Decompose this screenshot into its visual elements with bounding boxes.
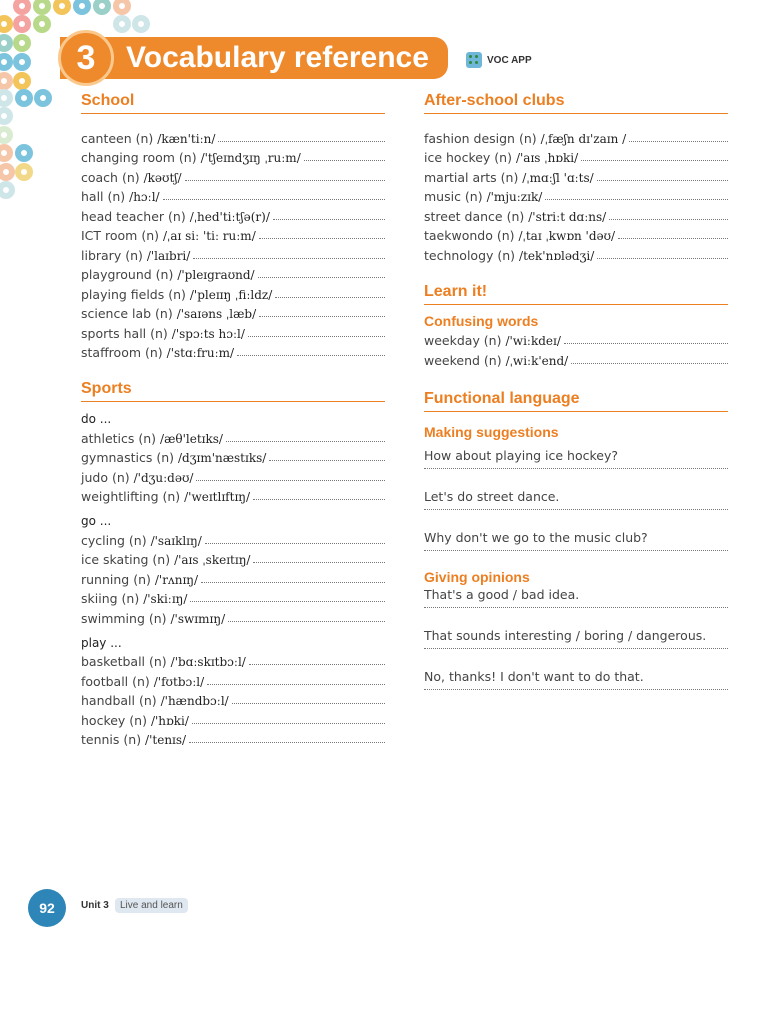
write-in-line[interactable] xyxy=(629,141,728,142)
write-in-line[interactable] xyxy=(424,648,728,649)
write-in-line[interactable] xyxy=(571,363,728,364)
vocab-entry xyxy=(424,353,568,368)
vocab-phonetic: /ˌwiːk'end/ xyxy=(505,353,569,368)
vocab-row xyxy=(81,302,385,322)
vocab-phonetic: /dʒɪm'næstɪks/ xyxy=(178,451,267,465)
write-in-line[interactable] xyxy=(253,499,385,500)
write-in-line[interactable] xyxy=(201,582,385,583)
vocab-phonetic: /'saɪəns ˌlæb/ xyxy=(176,307,257,321)
vocab-phonetic: /'saɪklɪŋ/ xyxy=(150,533,202,548)
vocab-entry xyxy=(81,611,225,626)
vocab-entry xyxy=(81,209,270,224)
vocab-word: head teacher (n) xyxy=(81,208,190,224)
unit-number: 3 xyxy=(76,38,96,77)
phrase-text: That's a good / bad idea. xyxy=(424,586,580,602)
vocab-entry xyxy=(424,150,578,165)
vocab-row xyxy=(81,650,385,670)
vocab-row xyxy=(81,165,385,185)
vocab-row xyxy=(81,224,385,244)
write-in-line[interactable] xyxy=(248,336,385,337)
vocab-word: weekday (n) xyxy=(424,333,506,348)
page-title: Vocabulary reference xyxy=(126,41,429,74)
write-in-line[interactable] xyxy=(237,355,385,356)
vocab-word: weightlifting (n) xyxy=(81,489,185,504)
vocab-phonetic: /ˌtaɪ ˌkwɒn 'dəʊ/ xyxy=(518,229,616,243)
write-in-line[interactable] xyxy=(424,468,728,469)
vocab-phonetic: /'fʊtbɔːl/ xyxy=(153,674,205,689)
vocab-entry xyxy=(424,228,615,243)
vocab-word: technology (n) xyxy=(424,247,520,263)
write-in-line[interactable] xyxy=(228,621,385,622)
vocab-row xyxy=(81,567,385,587)
vocab-word: football (n) xyxy=(81,673,154,689)
voc-app-label: VOC APP xyxy=(487,54,532,66)
vocab-row xyxy=(424,185,728,205)
write-in-line[interactable] xyxy=(618,238,728,239)
opinions-list xyxy=(424,585,728,690)
vocab-phonetic: /'pleɪɪŋ ˌfiːldz/ xyxy=(189,287,273,302)
phrase-text: No, thanks! I don't want to do that. xyxy=(424,668,644,684)
subtitle-giving-opinions: Giving opinions xyxy=(424,568,530,585)
vocab-row xyxy=(424,243,728,263)
vocab-entry xyxy=(81,248,190,263)
vocab-row xyxy=(81,185,385,205)
write-in-line[interactable] xyxy=(424,607,728,608)
vocab-entry xyxy=(81,150,301,165)
vocab-word: library (n) xyxy=(81,247,147,263)
write-in-line[interactable] xyxy=(597,258,728,259)
vocab-word: hockey (n) xyxy=(81,712,151,728)
vocab-word: ice skating (n) xyxy=(81,552,175,567)
write-in-line[interactable] xyxy=(424,509,728,510)
write-in-line[interactable] xyxy=(545,199,728,200)
phrase-text: Why don't we go to the music club? xyxy=(424,529,648,545)
vocab-entry xyxy=(81,552,250,567)
vocab-phonetic: /æθ'letɪks/ xyxy=(160,431,223,446)
vocab-word: running (n) xyxy=(81,571,155,587)
vocab-entry xyxy=(81,713,189,728)
vocab-row xyxy=(81,708,385,728)
clubs-word-list xyxy=(424,126,728,263)
vocab-phonetic: /'tenɪs/ xyxy=(145,733,187,747)
vocab-row xyxy=(81,126,385,146)
vocab-entry xyxy=(424,248,594,263)
write-in-line[interactable] xyxy=(258,277,385,278)
vocab-word: canteen (n) xyxy=(81,130,158,146)
vocab-word: fashion design (n) xyxy=(424,130,541,146)
write-in-line[interactable] xyxy=(259,238,385,239)
vocab-row xyxy=(81,321,385,341)
vocab-phonetic: /'rʌnɪŋ/ xyxy=(154,572,199,587)
vocab-entry xyxy=(81,131,215,146)
vocab-word: music (n) xyxy=(424,189,487,204)
write-in-line[interactable] xyxy=(232,703,385,704)
vocab-word: changing room (n) xyxy=(81,150,201,165)
vocab-row xyxy=(81,204,385,224)
phrase-text: That sounds interesting / boring / dangerous. xyxy=(424,627,707,643)
vocab-word: hall (n) xyxy=(81,189,130,204)
vocab-phonetic: /'weɪtlɪftɪŋ/ xyxy=(184,490,251,504)
vocab-row xyxy=(81,465,385,485)
write-in-line[interactable] xyxy=(259,316,385,317)
vocab-entry xyxy=(424,333,561,348)
vocab-entry xyxy=(81,654,246,669)
write-in-line[interactable] xyxy=(192,723,385,724)
vocab-entry xyxy=(81,228,256,243)
write-in-line[interactable] xyxy=(189,742,385,743)
write-in-line[interactable] xyxy=(205,543,385,544)
vocab-row xyxy=(81,243,385,263)
vocab-row xyxy=(81,485,385,505)
vocab-row xyxy=(81,341,385,361)
write-in-line[interactable] xyxy=(249,664,385,665)
vocab-row xyxy=(424,165,728,185)
vocab-phonetic: /'wiːkdeɪ/ xyxy=(505,334,561,348)
vocab-entry xyxy=(81,170,182,185)
vocab-word: ice hockey (n) xyxy=(424,150,516,165)
vocab-row xyxy=(81,728,385,748)
write-in-line[interactable] xyxy=(273,219,385,220)
vocab-row xyxy=(81,548,385,568)
vocab-word: basketball (n) xyxy=(81,654,171,669)
write-in-line[interactable] xyxy=(609,219,728,220)
vocab-phonetic: /ˌaɪ siː 'tiː ruːm/ xyxy=(162,229,256,243)
vocab-phonetic: /ˌmɑːʃl 'ɑːts/ xyxy=(522,170,594,185)
vocab-entry xyxy=(81,450,266,465)
school-word-list xyxy=(81,126,385,360)
vocab-entry xyxy=(424,209,606,224)
write-in-line[interactable] xyxy=(564,343,728,344)
vocab-row xyxy=(81,146,385,166)
phrase-text: How about playing ice hockey? xyxy=(424,447,619,463)
write-in-line[interactable] xyxy=(163,199,385,200)
vocab-entry xyxy=(81,470,193,485)
section-title-school: School xyxy=(81,92,385,114)
vocab-phonetic: /'tʃeɪndʒɪŋ ˌruːm/ xyxy=(200,151,301,165)
write-in-line[interactable] xyxy=(207,684,385,685)
page-number: 92 xyxy=(28,889,66,927)
vocab-entry xyxy=(81,345,234,360)
write-in-line[interactable] xyxy=(190,601,385,602)
vocab-entry xyxy=(424,189,542,204)
left-column xyxy=(81,92,385,747)
vocab-entry xyxy=(81,267,255,282)
vocab-entry xyxy=(81,732,186,747)
vocab-row xyxy=(424,329,728,349)
vocab-row xyxy=(81,606,385,626)
vocab-word: coach (n) xyxy=(81,169,144,185)
vocab-word: tennis (n) xyxy=(81,732,146,747)
write-in-line[interactable] xyxy=(218,141,385,142)
vocab-word: judo (n) xyxy=(81,469,134,485)
vocab-phonetic: /'dʒuːdəʊ/ xyxy=(133,470,194,485)
vocab-phonetic: /'aɪs ˌhɒki/ xyxy=(515,151,579,165)
vocab-phonetic: /'hændbɔːl/ xyxy=(160,694,229,708)
sports-word-list xyxy=(81,412,385,747)
vocab-phonetic: /'pleɪgraʊnd/ xyxy=(177,268,255,282)
write-in-line[interactable] xyxy=(275,297,385,298)
vocab-phonetic: /tek'nɒlədʒi/ xyxy=(519,248,595,263)
vocab-phonetic: /'mjuːzɪk/ xyxy=(486,190,543,204)
vocab-phonetic: /'stɑːfruːm/ xyxy=(166,346,235,360)
confusing-words-list xyxy=(424,329,728,368)
write-in-line[interactable] xyxy=(269,460,385,461)
section-title-learn-it: Learn it! xyxy=(424,283,728,305)
write-in-line[interactable] xyxy=(424,550,728,551)
vocab-phonetic: /'aɪs ˌskeɪtɪŋ/ xyxy=(174,553,251,567)
vocab-phonetic: /'swɪmɪŋ/ xyxy=(170,611,226,626)
vocab-entry xyxy=(424,131,626,146)
vocab-entry xyxy=(81,431,223,446)
vocab-word: street dance (n) xyxy=(424,208,529,224)
vocab-word: athletics (n) xyxy=(81,430,161,446)
subtitle-confusing-words: Confusing words xyxy=(424,312,539,329)
vocab-row xyxy=(81,669,385,689)
vocab-phonetic: /'hɒki/ xyxy=(150,713,189,728)
write-in-line[interactable] xyxy=(424,689,728,690)
vocab-phonetic: /ˌhed'tiːtʃə(r)/ xyxy=(189,209,270,224)
write-in-line[interactable] xyxy=(304,160,385,161)
footer-unit-label: Unit 3 xyxy=(81,900,109,911)
vocab-entry xyxy=(81,189,160,204)
footer-unit-tag: Live and learn xyxy=(115,898,188,913)
suggestions-list xyxy=(424,446,728,551)
vocab-entry xyxy=(81,572,198,587)
vocab-word: cycling (n) xyxy=(81,532,151,548)
vocab-word: taekwondo (n) xyxy=(424,228,519,243)
vocab-entry xyxy=(81,591,187,606)
vocab-row xyxy=(81,528,385,548)
vocab-entry xyxy=(81,306,256,321)
write-in-line[interactable] xyxy=(193,258,385,259)
vocab-row xyxy=(81,689,385,709)
vocab-row xyxy=(81,426,385,446)
vocab-phonetic: /kæn'tiːn/ xyxy=(157,131,216,146)
write-in-line[interactable] xyxy=(581,160,728,161)
vocab-entry xyxy=(81,287,272,302)
sports-group-label: play ... xyxy=(81,635,122,650)
vocab-row xyxy=(424,348,728,368)
vocab-row xyxy=(81,282,385,302)
section-title-clubs: After-school clubs xyxy=(424,92,728,114)
vocab-word: playing fields (n) xyxy=(81,286,190,302)
write-in-line[interactable] xyxy=(196,480,385,481)
vocab-row xyxy=(424,204,728,224)
vocab-word: martial arts (n) xyxy=(424,169,523,185)
vocab-entry xyxy=(81,533,202,548)
section-title-functional-language: Functional language xyxy=(424,390,728,412)
sports-group-label: do ... xyxy=(81,412,112,426)
write-in-line[interactable] xyxy=(597,180,728,181)
vocab-phonetic: /'laɪbri/ xyxy=(146,248,191,263)
vocab-entry xyxy=(81,326,245,341)
vocab-word: handball (n) xyxy=(81,693,161,708)
vocab-word: playground (n) xyxy=(81,267,178,282)
vocab-row xyxy=(81,587,385,607)
vocab-entry xyxy=(81,489,250,504)
voc-app-link[interactable] xyxy=(466,52,532,68)
voc-app-icon xyxy=(466,52,482,68)
vocab-phonetic: /hɔːl/ xyxy=(129,190,160,204)
unit-number-badge xyxy=(58,30,114,86)
vocab-word: swimming (n) xyxy=(81,610,171,626)
write-in-line[interactable] xyxy=(253,562,385,563)
vocab-word: gymnastics (n) xyxy=(81,450,178,465)
vocab-word: staffroom (n) xyxy=(81,345,167,360)
vocab-word: weekend (n) xyxy=(424,352,506,368)
write-in-line[interactable] xyxy=(185,180,385,181)
vocab-word: skiing (n) xyxy=(81,591,144,606)
vocab-row xyxy=(81,263,385,283)
subtitle-making-suggestions: Making suggestions xyxy=(424,423,559,440)
phrase-text: Let's do street dance. xyxy=(424,488,560,504)
vocab-word: sports hall (n) xyxy=(81,325,172,341)
vocab-phonetic: /'bɑːskɪtbɔːl/ xyxy=(170,655,246,669)
vocab-entry xyxy=(424,170,594,185)
vocab-phonetic: /ˌfæʃn dɪ'zaɪn / xyxy=(540,131,627,146)
vocab-row xyxy=(424,126,728,146)
section-title-sports: Sports xyxy=(81,380,385,402)
vocab-phonetic: /'skiːɪŋ/ xyxy=(143,592,188,606)
vocab-word: science lab (n) xyxy=(81,306,177,321)
vocab-phonetic: /'striːt dɑːns/ xyxy=(528,209,607,224)
vocab-phonetic: /kəʊtʃ/ xyxy=(143,170,182,185)
vocab-row xyxy=(81,446,385,466)
vocab-row xyxy=(424,224,728,244)
write-in-line[interactable] xyxy=(226,441,385,442)
vocab-entry xyxy=(81,693,229,708)
vocab-word: ICT room (n) xyxy=(81,228,163,243)
vocab-row xyxy=(424,146,728,166)
sports-group-label: go ... xyxy=(81,514,112,528)
right-column xyxy=(424,92,728,708)
vocab-phonetic: /'spɔːts hɔːl/ xyxy=(171,326,245,341)
vocab-entry xyxy=(81,674,204,689)
